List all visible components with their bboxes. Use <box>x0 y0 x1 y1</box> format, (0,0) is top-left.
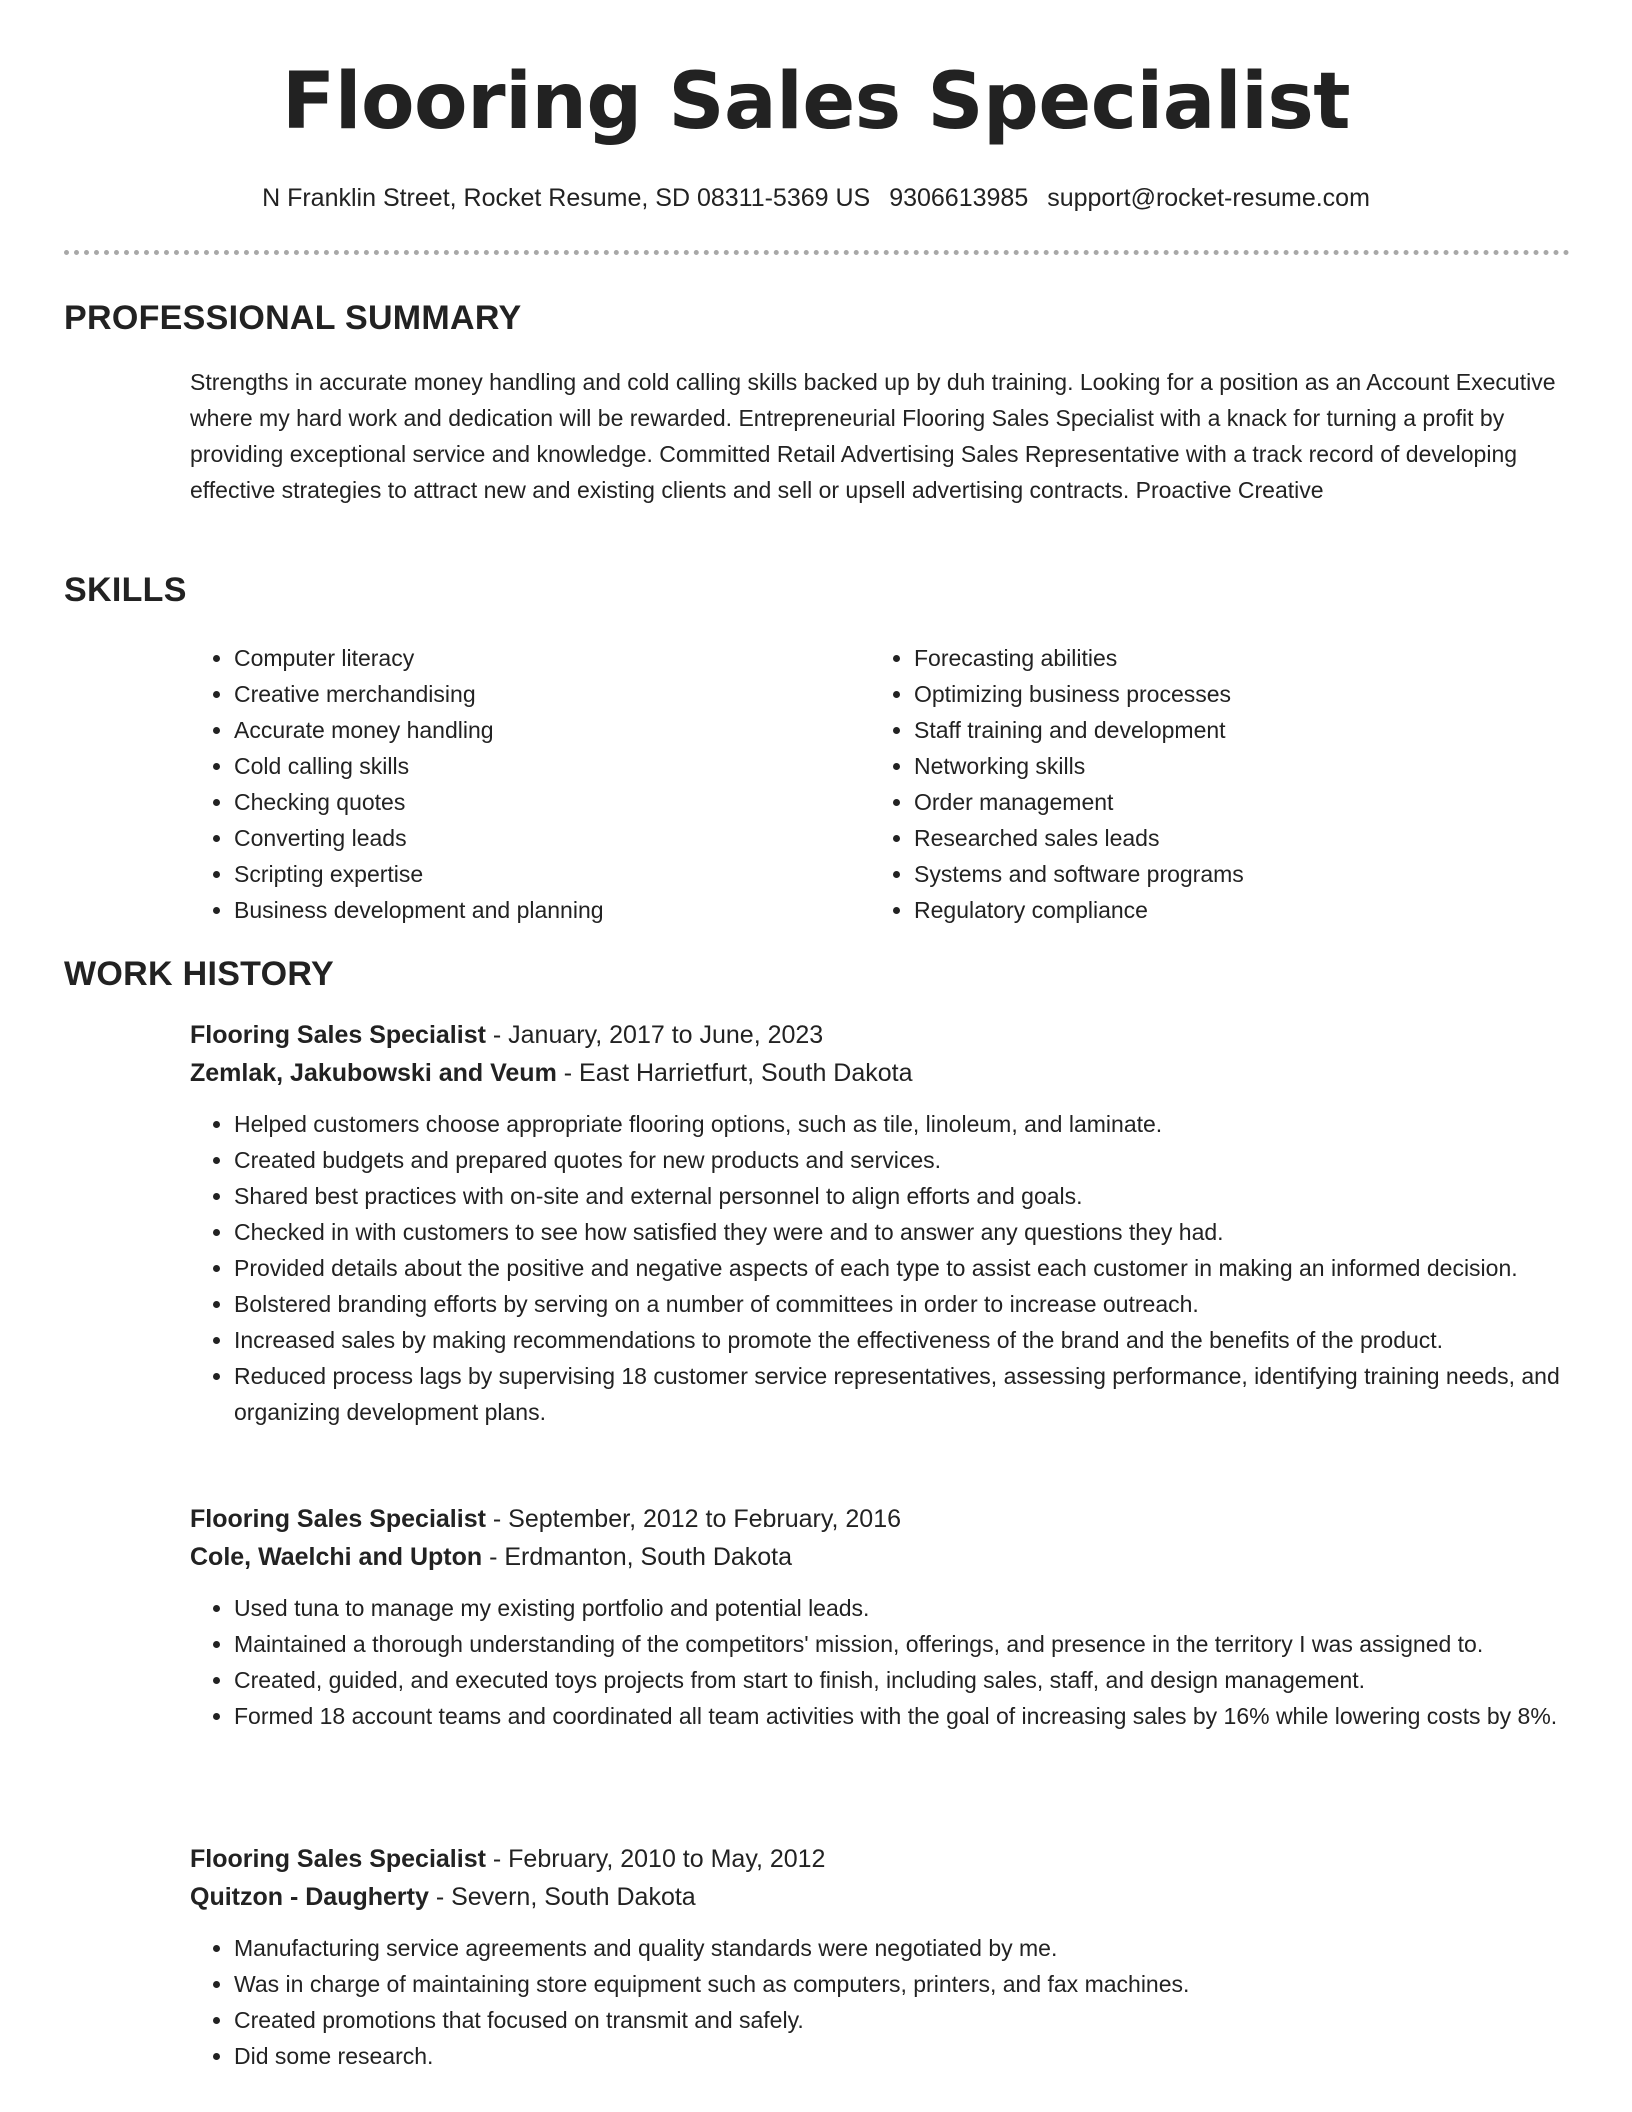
contact-email: support@rocket-resume.com <box>1047 184 1370 212</box>
job-company-line <box>190 1054 1570 1092</box>
skill-item: • Converting leads <box>234 820 830 856</box>
job-bullets <box>190 1590 1570 1734</box>
job-entry <box>190 1016 1570 1430</box>
skill-item: • Checking quotes <box>234 784 830 820</box>
skills-left-column <box>190 640 830 928</box>
contact-address: N Franklin Street, Rocket Resume, SD 08311-5369 US <box>262 184 871 212</box>
job-entry <box>190 1500 1570 1734</box>
contact-line <box>0 180 1632 216</box>
skill-item: • Computer literacy <box>234 640 830 676</box>
skill-item: • Scripting expertise <box>234 856 830 892</box>
skills-right-column <box>870 640 1570 928</box>
summary-heading: PROFESSIONAL SUMMARY <box>64 299 522 337</box>
skill-item: • Regulatory compliance <box>914 892 1570 928</box>
job-bullet: • Provided details about the positive and negative aspects of each type to assist each customer in making an informed decision. <box>234 1250 1570 1286</box>
skill-item: • Creative merchandising <box>234 676 830 712</box>
job-entry <box>190 1840 1570 2074</box>
skill-item: • Order management <box>914 784 1570 820</box>
job-bullet: • Created budgets and prepared quotes for new products and services. <box>234 1142 1570 1178</box>
job-bullet: • Increased sales by making recommendations to promote the effectiveness of the brand and the benefits of the product. <box>234 1322 1570 1358</box>
resume-name: Flooring Sales Specialist <box>281 57 1351 147</box>
summary-text: Strengths in accurate money handling and cold calling skills backed up by duh training. Looking for a position as an Account Executive where my hard work and dedication will be rewarded. Entrepreneurial Flooring Sales Specialist with a knack for turning a profit by providing exceptional service and knowledge. Committed Retail Advertising Sales Representative with a track record of developing effective strategies to attract new and existing clients and sell or upsell advertising contracts. Proactive Creative <box>190 369 1556 503</box>
job-company: Zemlak, Jakubowski and Veum <box>190 1059 557 1087</box>
job-title-line <box>190 1500 1570 1538</box>
job-location: - East Harrietfurt, South Dakota <box>556 1059 913 1087</box>
job-bullet: • Reduced process lags by supervising 18 customer service representatives, assessing performance, identifying training needs, and organizing development plans. <box>234 1358 1570 1430</box>
skill-item: • Staff training and development <box>914 712 1570 748</box>
job-company-line <box>190 1538 1570 1576</box>
skill-item: • Cold calling skills <box>234 748 830 784</box>
job-role: Flooring Sales Specialist <box>190 1845 486 1873</box>
contact-phone: 9306613985 <box>889 184 1029 212</box>
job-bullet: • Created promotions that focused on transmit and safely. <box>234 2002 1570 2038</box>
skill-item: • Forecasting abilities <box>914 640 1570 676</box>
job-bullet: • Bolstered branding efforts by serving on a number of committees in order to increase outreach. <box>234 1286 1570 1322</box>
skill-item: • Researched sales leads <box>914 820 1570 856</box>
skill-item: • Accurate money handling <box>234 712 830 748</box>
job-bullet: • Created, guided, and executed toys projects from start to finish, including sales, staff, and design management. <box>234 1662 1570 1698</box>
job-bullet: • Used tuna to manage my existing portfolio and potential leads. <box>234 1590 1570 1626</box>
job-company: Quitzon - Daugherty <box>190 1883 429 1911</box>
job-bullet: • Manufacturing service agreements and quality standards were negotiated by me. <box>234 1930 1570 1966</box>
job-role: Flooring Sales Specialist <box>190 1505 486 1533</box>
job-dates: - February, 2010 to May, 2012 <box>485 1845 826 1873</box>
job-title-line <box>190 1840 1570 1878</box>
job-dates: - September, 2012 to February, 2016 <box>485 1505 902 1533</box>
header-divider <box>64 250 1570 255</box>
job-location: - Severn, South Dakota <box>428 1883 696 1911</box>
skills-heading: SKILLS <box>64 571 187 609</box>
job-location: - Erdmanton, South Dakota <box>482 1543 793 1571</box>
skills-left-list <box>190 640 830 928</box>
work-history-heading: WORK HISTORY <box>64 955 334 993</box>
skill-item: • Systems and software programs <box>914 856 1570 892</box>
job-bullets <box>190 1930 1570 2074</box>
job-bullet: • Maintained a thorough understanding of the competitors' mission, offerings, and presence in the territory I was assigned to. <box>234 1626 1570 1662</box>
job-bullet: • Helped customers choose appropriate flooring options, such as tile, linoleum, and laminate. <box>234 1106 1570 1142</box>
job-bullet: • Shared best practices with on-site and external personnel to align efforts and goals. <box>234 1178 1570 1214</box>
job-bullet: • Did some research. <box>234 2038 1570 2074</box>
job-company: Cole, Waelchi and Upton <box>190 1543 483 1571</box>
skills-right-list <box>870 640 1570 928</box>
job-dates: - January, 2017 to June, 2023 <box>485 1021 824 1049</box>
job-title-line <box>190 1016 1570 1054</box>
skill-item: • Optimizing business processes <box>914 676 1570 712</box>
job-bullet: • Was in charge of maintaining store equipment such as computers, printers, and fax machines. <box>234 1966 1570 2002</box>
skill-item: • Networking skills <box>914 748 1570 784</box>
job-bullet: • Checked in with customers to see how satisfied they were and to answer any questions they had. <box>234 1214 1570 1250</box>
skill-item: • Business development and planning <box>234 892 830 928</box>
job-bullet: • Formed 18 account teams and coordinated all team activities with the goal of increasing sales by 16% while lowering costs by 8%. <box>234 1698 1570 1734</box>
job-role: Flooring Sales Specialist <box>190 1021 486 1049</box>
job-bullets <box>190 1106 1570 1430</box>
job-company-line <box>190 1878 1570 1916</box>
